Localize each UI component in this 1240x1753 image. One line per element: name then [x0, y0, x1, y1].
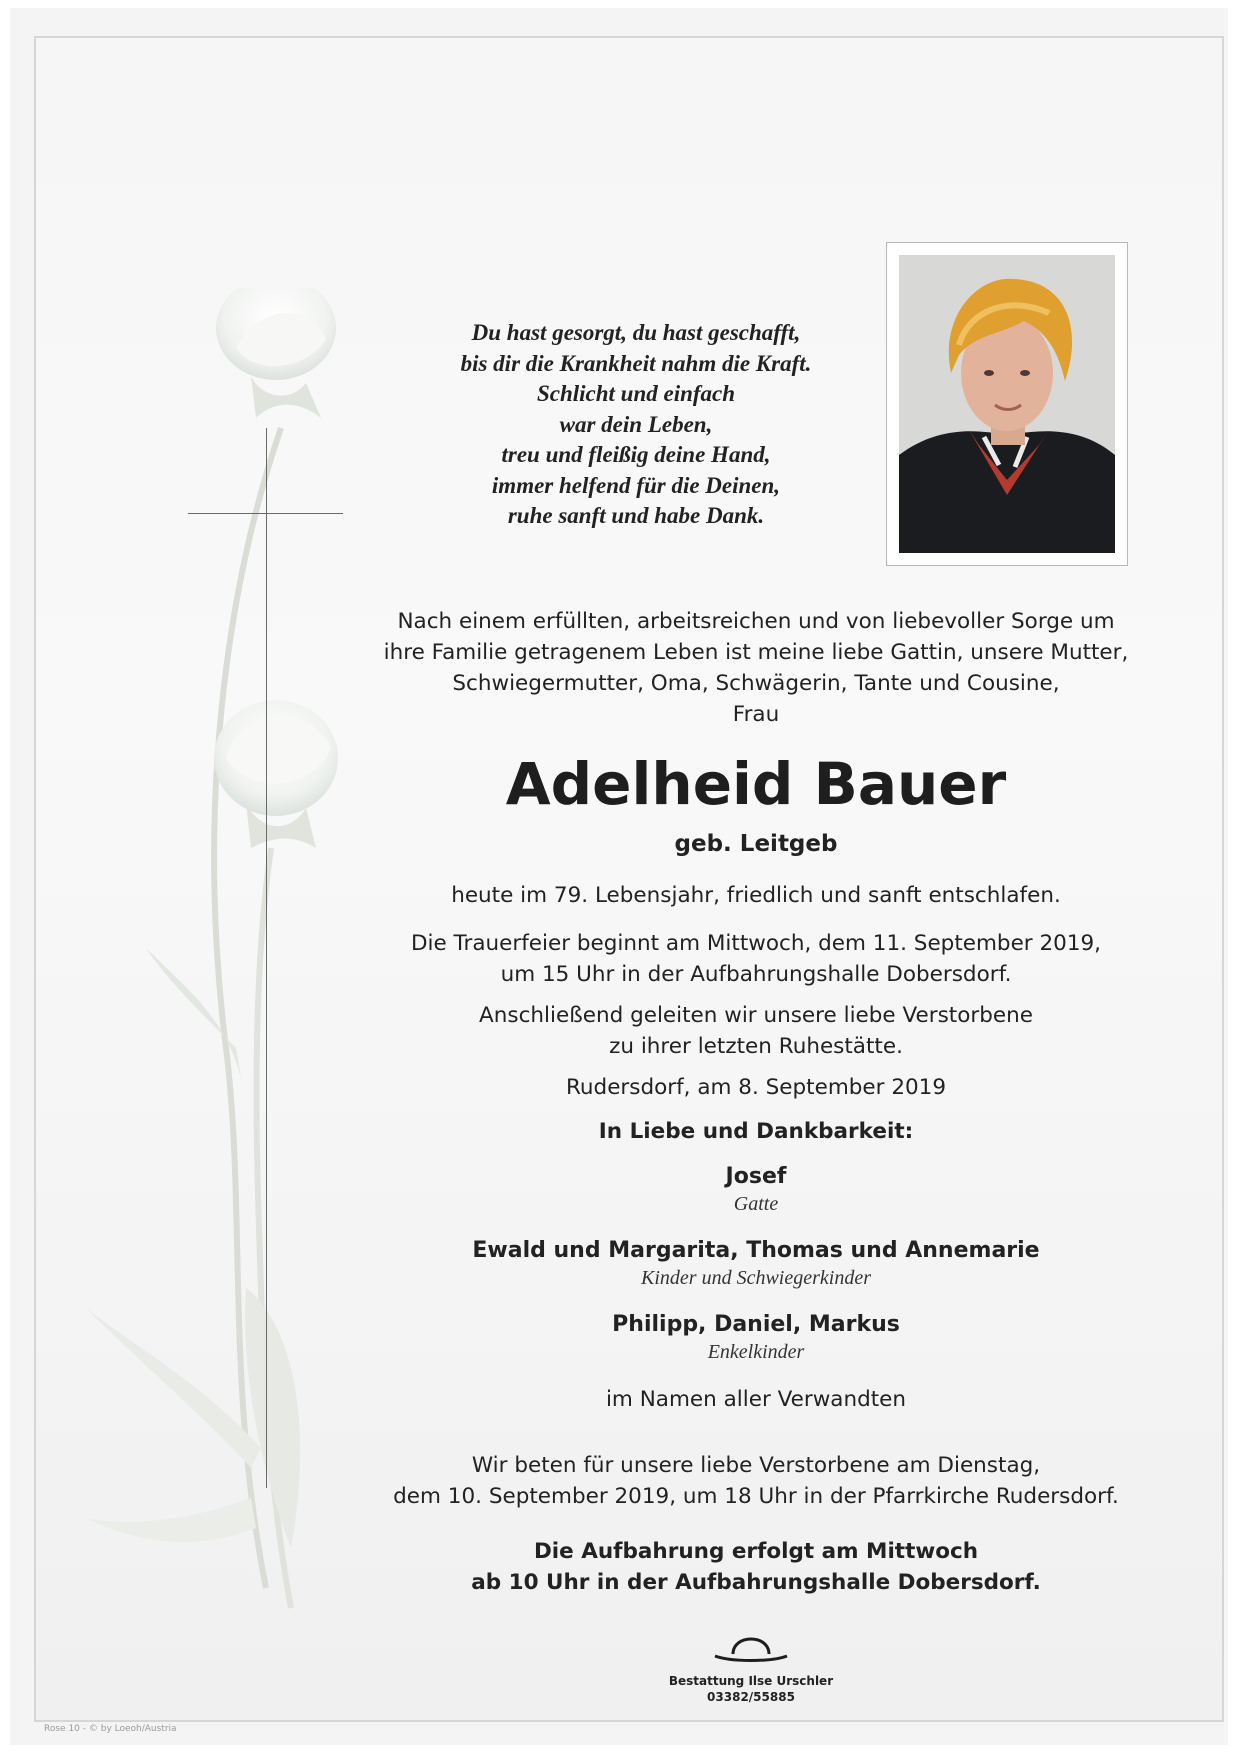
- on-behalf: im Namen aller Verwandten: [605, 1387, 907, 1412]
- death-line: heute im 79. Lebensjahr, friedlich und sanft entschlafen.: [451, 883, 1061, 908]
- prayer-line: dem 10. September 2019, um 18 Uhr in der Pfarrkirche Rudersdorf.: [393, 1484, 1119, 1509]
- viewing-line: ab 10 Uhr in der Aufbahrungshalle Dobersdorf.: [471, 1570, 1041, 1595]
- mourner-names: Ewald und Margarita, Thomas und Annemarie: [472, 1238, 1040, 1263]
- funeral-home-phone: 03382/55885: [707, 1690, 795, 1704]
- viewing-line: Die Aufbahrung erfolgt am Mittwoch: [533, 1539, 979, 1564]
- portrait-frame: [886, 242, 1128, 566]
- prayer-info: [366, 1450, 1146, 1512]
- ceremony-line: Die Trauerfeier beginnt am Mittwoch, dem 11. September 2019,: [410, 931, 1102, 956]
- poem-line: ruhe sanft und habe Dank.: [507, 503, 765, 528]
- poem-line: treu und fleißig deine Hand,: [501, 442, 771, 467]
- ceremony-line: um 15 Uhr in der Aufbahrungshalle Dobersdorf.: [500, 962, 1012, 987]
- gratitude-heading: In Liebe und Dankbarkeit:: [598, 1119, 914, 1144]
- mourner-names: Josef: [725, 1164, 787, 1189]
- funeral-home-name: Bestattung Ilse Urschler: [668, 1674, 834, 1688]
- page-frame: [34, 36, 1224, 1722]
- prayer-line: Wir beten für unsere liebe Verstorbene am Dienstag,: [471, 1453, 1041, 1478]
- burial-line: Anschließend geleiten wir unsere liebe Verstorbene: [479, 1003, 1033, 1028]
- place-date: Rudersdorf, am 8. September 2019: [565, 1075, 947, 1100]
- cross-vertical: [266, 428, 267, 1488]
- obituary-sheet: [10, 8, 1228, 1745]
- viewing-info: [366, 1536, 1146, 1598]
- ceremony-info: [366, 928, 1146, 990]
- mourner-role: Gatte: [733, 1193, 779, 1215]
- mourner-role: Enkelkinder: [707, 1341, 805, 1363]
- mourner-role: Kinder und Schwiegerkinder: [641, 1267, 871, 1289]
- mourner-names: Philipp, Daniel, Markus: [612, 1312, 900, 1337]
- poem-line: war dein Leben,: [559, 411, 713, 437]
- poem-line: Du hast gesorgt, du hast geschafft,: [471, 320, 801, 345]
- maiden-name: geb. Leitgeb: [674, 831, 838, 857]
- cross-horizontal: [188, 513, 343, 514]
- intro-line: Nach einem erfüllten, arbeitsreichen und von liebevoller Sorge um: [397, 609, 1115, 634]
- portrait-photo: [899, 255, 1115, 553]
- poem-line: bis dir die Krankheit nahm die Kraft.: [460, 350, 812, 376]
- arc-logo-icon: [711, 1628, 791, 1668]
- intro-line: Frau: [732, 702, 780, 727]
- burial-info: [366, 1000, 1146, 1062]
- intro-line: ihre Familie getragenem Leben ist meine liebe Gattin, unsere Mutter,: [383, 640, 1129, 665]
- deceased-name: Adelheid Bauer: [505, 750, 1007, 818]
- image-credit: Rose 10 - © by Loeoh/Austria: [44, 1724, 177, 1734]
- intro-text: [366, 606, 1146, 730]
- burial-line: zu ihrer letzten Ruhestätte.: [609, 1034, 903, 1059]
- poem-line: immer helfend für die Deinen,: [491, 472, 781, 498]
- white-rose-icon: [76, 288, 376, 1618]
- funeral-home-logo: [646, 1628, 856, 1718]
- memorial-poem: [396, 318, 876, 532]
- poem-line: Schlicht und einfach: [536, 381, 736, 406]
- intro-line: Schwiegermutter, Oma, Schwägerin, Tante und Cousine,: [452, 671, 1060, 696]
